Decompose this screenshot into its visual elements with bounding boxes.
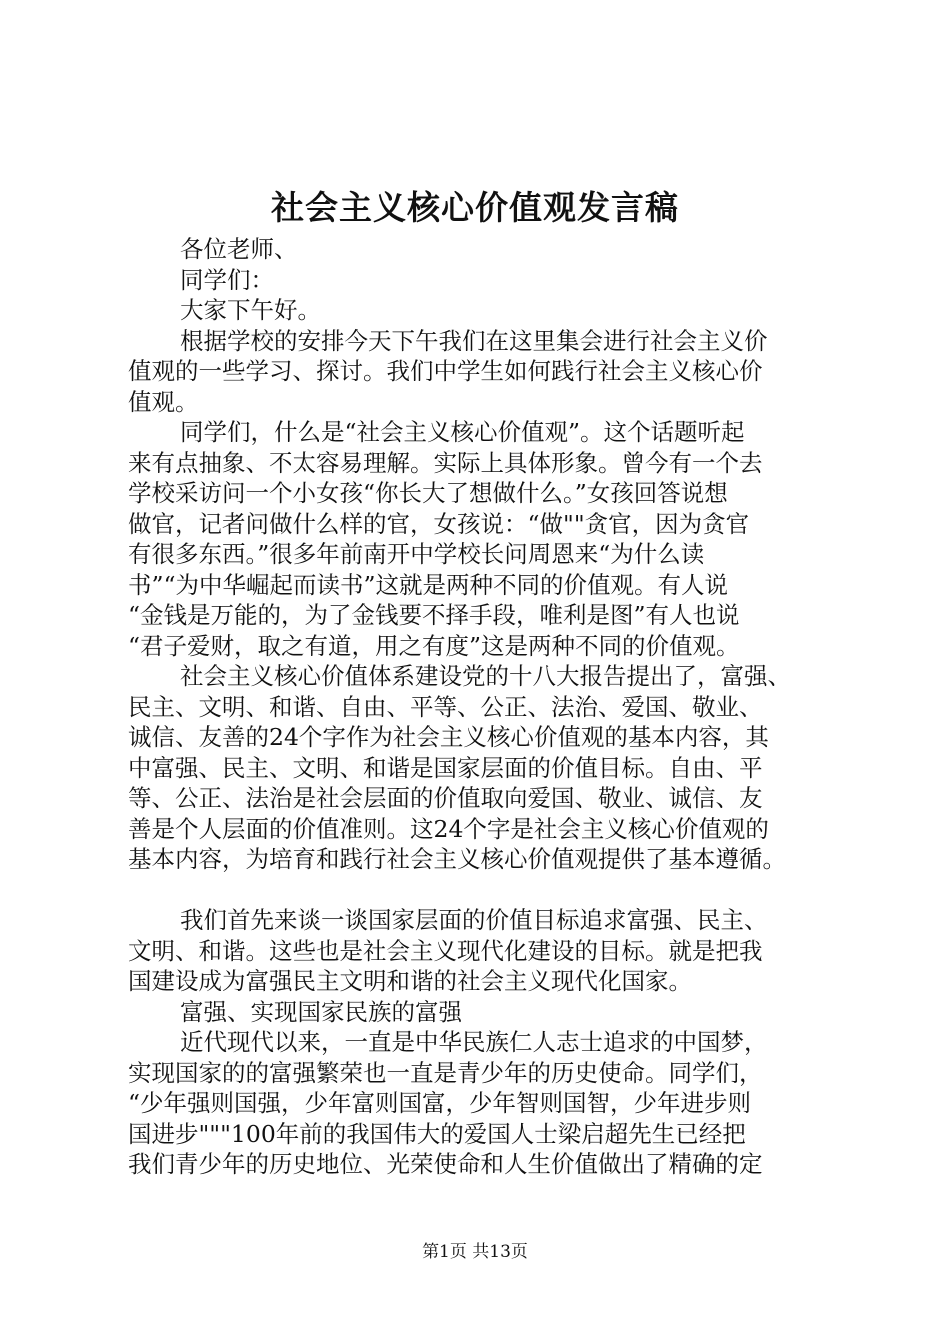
paragraph-line: 社会主义核心价值体系建设党的十八大报告提出了，富强、: [180, 662, 791, 690]
paragraph-line: 基本内容，为培育和践行社会主义核心价值观提供了基本遵循。: [128, 845, 786, 873]
paragraph-line: 值观的一些学习、探讨。我们中学生如何践行社会主义核心价: [128, 357, 763, 385]
page-number-footer: 第1页 共13页: [422, 1242, 528, 1262]
paragraph-line: 中富强、民主、文明、和谐是国家层面的价值目标。自由、平: [128, 753, 763, 782]
paragraph-line: 同学们：: [180, 265, 274, 294]
paragraph-line: 同学们，什么是“社会主义核心价值观”。这个话题听起: [180, 418, 745, 446]
document-body: [128, 234, 828, 1180]
paragraph-line: “少年强则国强，少年富则国富，少年智则国智，少年进步则: [128, 1089, 752, 1117]
paragraph-line: “君子爱财，取之有道，用之有度”这是两种不同的价值观。: [128, 631, 740, 660]
paragraph-line: 做官，记者问做什么样的官，女孩说：“做""贪官，因为贪官: [128, 509, 750, 538]
paragraph-line: 来有点抽象、不太容易理解。实际上具体形象。曾今有一个去: [128, 448, 763, 477]
paragraph-gap: [128, 875, 828, 906]
paragraph-line: 根据学校的安排今天下午我们在这里集会进行社会主义价: [180, 326, 768, 355]
paragraph-line: 善是个人层面的价值准则。这24个字是社会主义核心价值观的: [128, 814, 769, 843]
paragraph-line: 实现国家的的富强繁荣也一直是青少年的历史使命。同学们，: [128, 1058, 763, 1087]
paragraph-line: “金钱是万能的，为了金钱要不择手段，唯利是图”有人也说: [128, 601, 740, 629]
paragraph-line: 文明、和谐。这些也是社会主义现代化建设的目标。就是把我: [128, 936, 763, 965]
paragraph-line: 学校采访问一个小女孩“你长大了想做什么。”女孩回答说想: [128, 479, 728, 507]
document-title: 社会主义核心价值观发言稿: [271, 188, 679, 227]
paragraph-line: 诚信、友善的24个字作为社会主义核心价值观的基本内容，其: [128, 723, 769, 751]
paragraph-line: 各位老师、: [180, 235, 298, 263]
paragraph-line: 国进步"""100年前的我国伟大的爱国人士梁启超先生已经把: [128, 1119, 746, 1148]
paragraph-line: 等、公正、法治是社会层面的价值取向爱国、敬业、诚信、友: [128, 784, 763, 812]
paragraph-line: 民主、文明、和谐、自由、平等、公正、法治、爱国、敬业、: [128, 692, 763, 721]
paragraph-line: 近代现代以来，一直是中华民族仁人志士追求的中国梦，: [180, 1028, 768, 1056]
paragraph-line: 我们首先来谈一谈国家层面的价值目标追求富强、民主、: [180, 906, 768, 934]
paragraph-line: 值观。: [128, 387, 199, 416]
paragraph-line: 大家下午好。: [180, 296, 321, 324]
paragraph-line: 书”“为中华崛起而读书”这就是两种不同的价值观。有人说: [128, 570, 729, 599]
paragraph-line: 有很多东西。”很多年前南开中学校长问周恩来“为什么读: [128, 540, 705, 568]
paragraph-line: 国建设成为富强民主文明和谐的社会主义现代化国家。: [128, 967, 692, 995]
section-heading: 富强、实现国家民族的富强: [180, 997, 462, 1026]
paragraph-line: 我们青少年的历史地位、光荣使命和人生价值做出了精确的定: [128, 1150, 763, 1178]
